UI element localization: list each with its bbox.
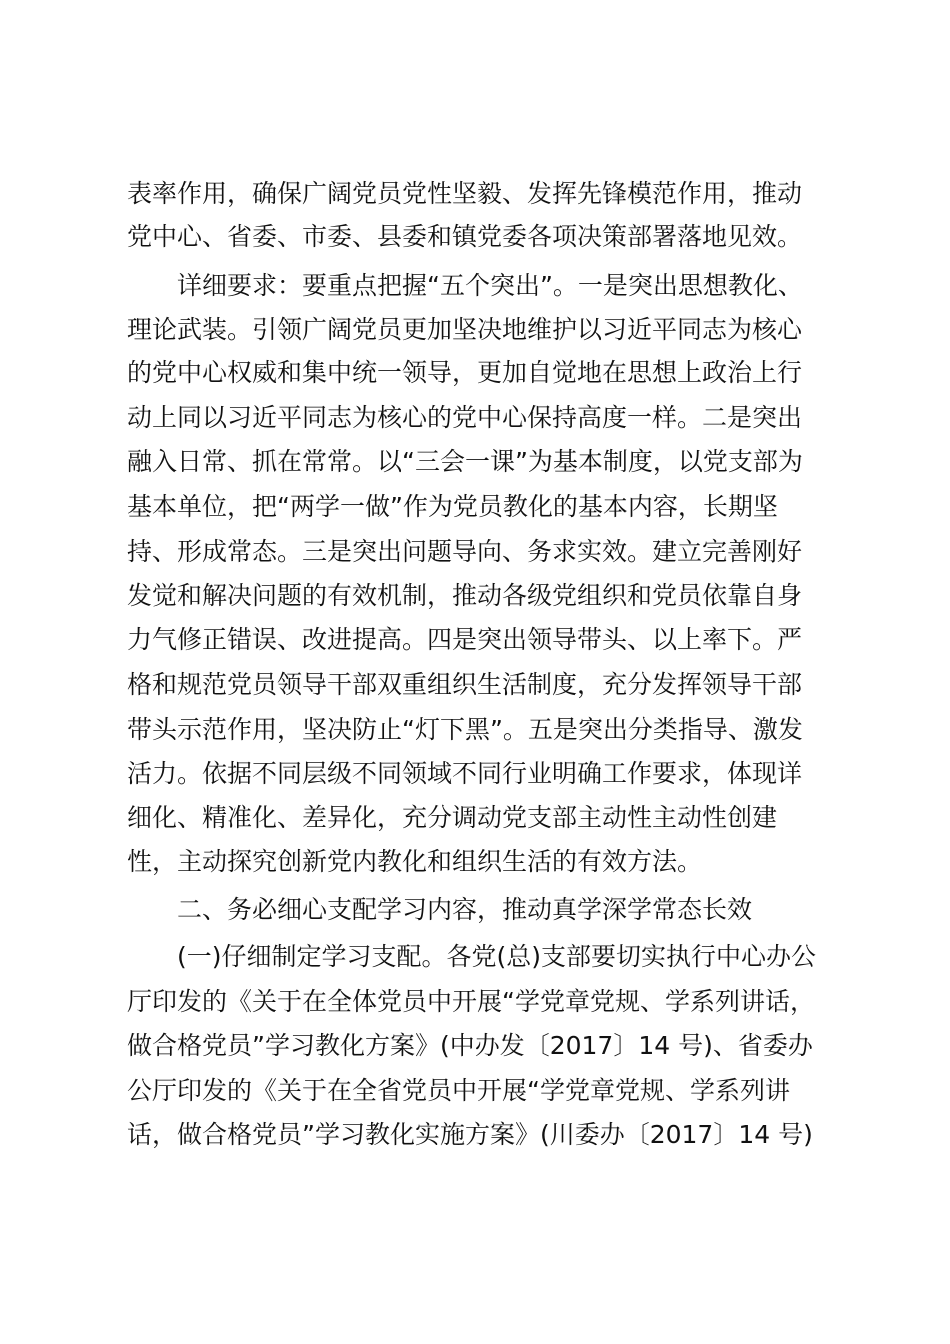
section-heading: 二、务必细心支配学习内容，推动真学深学常态长效 xyxy=(177,895,753,924)
paragraph-line: 表率作用，确保广阔党员党性坚毅、发挥先锋模范作用，推动 xyxy=(127,179,803,208)
paragraph-line: 格和规范党员领导干部双重组织生活制度，充分发挥领导干部 xyxy=(127,670,803,699)
paragraph-line: 的党中心权威和集中统一领导，更加自觉地在思想上政治上行 xyxy=(127,358,803,387)
paragraph-line: 力气修正错误、改进提高。四是突出领导带头、以上率下。严 xyxy=(127,625,803,654)
paragraph-line: 带头示范作用，坚决防止“灯下黑”。五是突出分类指导、激发 xyxy=(127,715,803,744)
paragraph-line: 党中心、省委、市委、县委和镇党委各项决策部署落地见效。 xyxy=(127,222,803,251)
paragraph-line: (一)仔细制定学习支配。各党(总)支部要切实执行中心办公 xyxy=(177,942,817,971)
paragraph-line: 融入日常、抓在常常。以“三会一课”为基本制度，以党支部为 xyxy=(127,447,803,476)
paragraph-line: 详细要求：要重点把握“五个突出”。一是突出思想教化、 xyxy=(177,271,803,300)
paragraph-line: 持、形成常态。三是突出问题导向、务求实效。建立完善刚好 xyxy=(127,537,803,566)
paragraph-line: 性，主动探究创新党内教化和组织生活的有效方法。 xyxy=(127,847,703,876)
paragraph-line: 话，做合格党员”学习教化实施方案》(川委办〔2017〕14 号) xyxy=(127,1120,813,1149)
paragraph-line: 厅印发的《关于在全体党员中开展“学党章党规、学系列讲话， xyxy=(127,987,815,1016)
paragraph-line: 细化、精准化、差异化，充分调动党支部主动性主动性创建 xyxy=(127,803,778,832)
paragraph-line: 公厅印发的《关于在全省党员中开展“学党章党规、学系列讲 xyxy=(127,1076,790,1105)
paragraph-line: 活力。依据不同层级不同领域不同行业明确工作要求，体现详 xyxy=(127,759,803,788)
paragraph-line: 发觉和解决问题的有效机制，推动各级党组织和党员依靠自身 xyxy=(127,581,803,610)
paragraph-line: 动上同以习近平同志为核心的党中心保持高度一样。二是突出 xyxy=(127,403,803,432)
paragraph-line: 理论武装。引领广阔党员更加坚决地维护以习近平同志为核心 xyxy=(127,315,803,344)
paragraph-line: 基本单位，把“两学一做”作为党员教化的基本内容，长期坚 xyxy=(127,492,778,521)
paragraph-line: 做合格党员”学习教化方案》(中办发〔2017〕14 号)、省委办 xyxy=(127,1031,813,1060)
